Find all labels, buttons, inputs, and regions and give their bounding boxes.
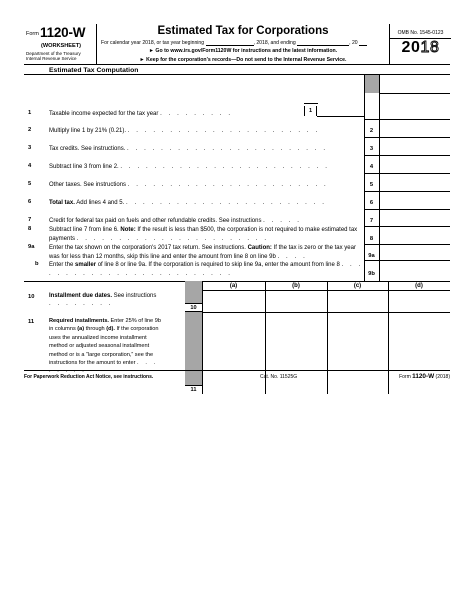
catalog-number: Cat. No. 11525G [260, 374, 298, 380]
note-label: Note: [120, 227, 136, 233]
line-label [49, 244, 363, 261]
line-5-text: Other taxes. See instructions [49, 182, 127, 188]
form-title: Estimated Tax for Corporations [157, 25, 329, 37]
line-number: 5 [28, 181, 32, 187]
form-footer [24, 370, 450, 382]
line3-box: 3 [369, 146, 374, 152]
line6-box: 6 [369, 200, 374, 206]
tax-year-end-year-field[interactable] [359, 41, 367, 46]
line11-box: 11 [185, 385, 202, 394]
dot-leader: . . . . . . . . [49, 360, 158, 375]
line-number: 9a [28, 244, 35, 250]
line-2-text: Multiply line 1 by 21% (0.21). [49, 128, 127, 134]
goto-instructions: ► Go to www.irs.gov/Form1120W for instructions and the latest information. [148, 48, 338, 54]
line-label [49, 226, 363, 243]
amount-field-line8[interactable] [364, 226, 450, 227]
footer-form-id [399, 373, 450, 380]
keep-records-note: ► Keep for the corporation's records—Do not send to the Internal Revenue Service. [139, 57, 347, 63]
dot-leader: . . . . . . . . . . . . . . . . . . . . . . . . . [120, 164, 330, 170]
dot-leader: . . . . . . . . . . . . . . . . . . . . . . . . [125, 200, 327, 206]
amount-field-line9b[interactable] [364, 260, 450, 261]
line5-box: 5 [369, 182, 374, 188]
table-top-rule [24, 281, 450, 282]
line-9a-caution-text: If the tax is zero or the tax year was for less than 12 months, skip this line and enter the amount from line 8 on line 9b [49, 245, 356, 260]
installment-dates-label: Installment due dates. [49, 293, 113, 299]
amount-column-divider [379, 75, 380, 281]
irs-line: Internal Revenue Service [26, 56, 77, 62]
line-number: 6 [28, 199, 32, 205]
dot-leader: . . . . [277, 253, 308, 260]
caution-label: Caution: [247, 245, 272, 251]
line-1-text: Taxable income expected for the tax year [49, 111, 159, 117]
total-tax-label: Total tax. [49, 200, 75, 206]
line1-inner-box: 1 [304, 106, 317, 116]
installment-dates-rest: See instructions [112, 293, 157, 299]
form-number: 1120-W [40, 25, 86, 40]
line-8-text: Subtract line 7 from line 6. [49, 227, 121, 233]
worksheet-label: (WORKSHEET) [40, 43, 82, 49]
footer-form-number: 1120-W [412, 373, 435, 380]
column-d-header: (d) [415, 283, 423, 289]
amount-field-line6[interactable] [364, 191, 450, 192]
smaller-label: smaller [75, 262, 97, 268]
line-11-text-a: Enter 25% of line 9b in columns [49, 318, 161, 333]
dot-leader: . . . . . . . . . . . . . . . . . . . . . . . . [127, 182, 329, 188]
line-9a-text: Enter the tax shown on the corporation's 2017 tax return. See instructions. [49, 245, 248, 251]
line-number: 4 [28, 163, 32, 169]
form-header [24, 24, 450, 65]
line-label [49, 127, 363, 136]
form-word: Form [26, 31, 39, 37]
tax-year-line [101, 40, 385, 46]
line-number: 2 [28, 127, 32, 133]
century-label: , 20 [349, 40, 358, 46]
form-1120w [24, 24, 450, 393]
line2-box: 2 [369, 128, 374, 134]
form-title-block [97, 24, 389, 65]
section-title: Estimated Tax Computation [49, 66, 139, 74]
dot-leader: . . . . . . . . . . . . . . . . . . . . . . . [127, 128, 320, 134]
line1-input-field[interactable] [317, 116, 364, 117]
line-number: b [35, 261, 39, 267]
line10-box: 10 [185, 303, 202, 312]
dot-leader: . . . . . . . . . . . . . . . . . . . . . . . . . [49, 262, 363, 277]
agency-block [26, 51, 81, 62]
amount-field-line5[interactable] [364, 173, 450, 174]
line9a-box: 9a [368, 253, 375, 259]
line-11-number: 11 [28, 319, 35, 325]
section-header [24, 66, 450, 75]
line-number: 1 [28, 110, 32, 116]
calendar-year-label: For calendar year 2018, or tax year beginning [101, 40, 205, 46]
line-10-label [49, 292, 161, 309]
line-label [49, 217, 363, 226]
line-number: 7 [28, 217, 32, 223]
line-label [49, 199, 363, 208]
line-11-text-b: through [84, 326, 107, 333]
dot-leader: . . . . . . . . . . . . . . . . . . . . . . . . [127, 146, 328, 152]
dot-leader: . . . . . [263, 218, 302, 224]
column-d-ref: (d). [106, 326, 115, 333]
line1-shaded-cell [364, 75, 379, 93]
footer-form-word: Form [399, 374, 411, 380]
line-9b-rest-text: of line 8 or line 9a. If the corporation is required to skip line 9a, enter the amount from line 8 [96, 262, 340, 268]
line-8-note-text: If the result is less than $500, the corporation is not required to make estimated tax payments [49, 227, 358, 242]
paperwork-notice: For Paperwork Reduction Act Notice, see instructions. [24, 374, 154, 380]
column-b-header: (b) [292, 283, 300, 289]
line-10-number: 10 [28, 294, 35, 300]
required-installments-label: Required installments. [49, 318, 109, 324]
line4-box: 4 [369, 164, 374, 170]
box-column-divider [364, 75, 365, 281]
amount-field-line7[interactable] [364, 209, 450, 210]
line-number: 8 [28, 226, 32, 232]
amount-field-line4[interactable] [364, 155, 450, 156]
omb-number: OMB No. 1545-0123 [397, 30, 444, 36]
line-11-label [49, 317, 161, 376]
line-7-text: Credit for federal tax paid on fuels and other refundable credits. See instructions [49, 218, 262, 224]
column-a-header: (a) [229, 283, 238, 289]
column-c-header: (c) [353, 283, 362, 289]
line-4-text: Subtract line 3 from line 2. [49, 164, 119, 170]
form-id-block [24, 24, 97, 65]
year-prefix: 20 [401, 39, 421, 56]
dot-leader: . . . . . . . . . [160, 111, 233, 117]
tax-year-begin-field[interactable] [206, 41, 254, 46]
line-label [49, 163, 363, 172]
line-9b-text: Enter the [49, 262, 76, 268]
line8-box: 8 [369, 236, 374, 242]
line-11-text-c: If the corporation uses the annualized income installment method or adjusted seasonal installment method or is a “large corporation,” see the instructions for the amount to enter [49, 326, 159, 367]
omb-block [389, 24, 450, 65]
dot-leader: . . . . . . . . . . . . . . . . . . . . . . . [76, 235, 269, 242]
line-6-text: Add lines 4 and 5. [74, 200, 125, 206]
due-date-field-a[interactable] [202, 290, 265, 312]
due-date-field-b[interactable] [265, 290, 327, 312]
due-date-field-c[interactable] [327, 290, 388, 312]
tax-year [390, 39, 451, 57]
line7-box: 7 [369, 218, 374, 224]
line-label [49, 261, 363, 278]
line-label [49, 145, 363, 154]
column-a-ref: (a) [77, 326, 85, 333]
line9b-box: 9b [368, 271, 375, 277]
dept-line: Department of the Treasury [26, 51, 81, 56]
line1-box-top [304, 103, 318, 104]
footer-year: (2018) [435, 374, 450, 380]
line-number: 3 [28, 145, 32, 151]
due-date-field-d[interactable] [388, 290, 450, 312]
line-label [49, 181, 363, 190]
amount-field-line3[interactable] [364, 137, 450, 138]
amount-field-line2[interactable] [364, 119, 450, 120]
amount-field-line9a[interactable] [364, 244, 450, 245]
amount-field-line1[interactable] [379, 93, 450, 94]
line-3-text: Tax credits. See instructions. [49, 146, 126, 152]
year-suffix: 18 [420, 39, 440, 56]
ending-label: , 2018, and ending [253, 40, 296, 46]
tax-year-end-field[interactable] [297, 41, 349, 46]
dot-leader: . . . . . . . . [49, 301, 114, 308]
